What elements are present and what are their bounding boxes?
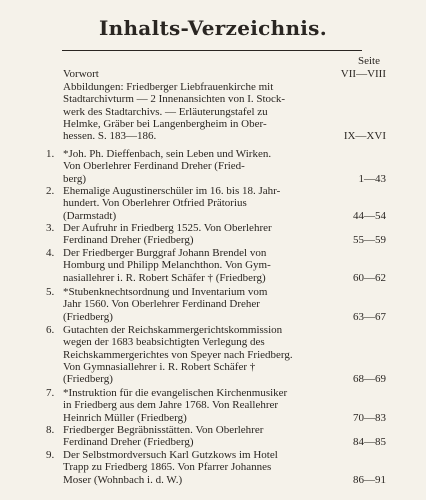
toc-entry-text — [63, 148, 333, 185]
toc-entry-line: (Darmstadt) — [63, 209, 117, 222]
toc-entry-line: Ferdinand Dreher (Friedberg) — [63, 436, 194, 449]
toc-entry — [0, 424, 426, 449]
toc-entry-line: Moser (Wohnbach i. d. W.) — [63, 473, 183, 486]
toc-entry-text — [63, 449, 333, 486]
toc-entry-pages: 84—85 — [353, 436, 386, 449]
seite-column-header: Seite — [358, 55, 380, 67]
toc-entry-number: 9. — [46, 449, 55, 461]
toc-entry-pages: 86—91 — [353, 473, 386, 486]
toc-entry-pages: VII—VIII — [340, 68, 386, 80]
toc-entry-text — [63, 81, 333, 142]
toc-entry-text — [63, 222, 333, 247]
toc-entry-number: 2. — [46, 185, 55, 197]
toc-entry — [0, 68, 426, 80]
toc-entry-line: berg) — [63, 172, 87, 185]
toc-entry-text — [63, 247, 333, 284]
toc-entry-number: 8. — [46, 424, 55, 436]
toc-entry — [0, 449, 426, 486]
toc-entry-line: in Friedberg aus dem Jahre 1768. Von Reallehrer — [63, 399, 279, 412]
toc-entry-text — [63, 324, 333, 385]
toc-entry-line: Abbildungen: Friedberger Liebfrauenkirche mit — [63, 81, 274, 93]
toc-entry-pages: 44—54 — [353, 209, 386, 222]
toc-entry-line: Trapp zu Friedberg 1865. Von Pfarrer Johannes — [63, 461, 272, 474]
toc-entry-line: Friedberger Begräbnisstätten. Von Oberlehrer — [63, 424, 264, 436]
toc-entry-line: werk des Stadtarchivs. — Erläuterungstafel zu — [63, 105, 268, 118]
toc-entry-text — [63, 68, 333, 80]
toc-entry-line: Ferdinand Dreher (Friedberg) — [63, 234, 194, 247]
toc-entry-number: 6. — [46, 324, 55, 336]
page-title: Inhalts-Verzeichnis. — [98, 16, 328, 40]
toc-entry-line: hessen. S. 183—186. — [63, 130, 157, 143]
toc-entry — [0, 148, 426, 185]
toc-entry-pages: 63—67 — [353, 310, 386, 323]
toc-entry-pages: 70—83 — [353, 411, 386, 424]
toc-entry — [0, 185, 426, 222]
toc-entry-number: 1. — [46, 148, 55, 160]
toc-entry — [0, 286, 426, 323]
toc-entry-line: Vorwort — [63, 68, 99, 80]
toc-entry-text — [63, 387, 333, 424]
toc-entry-line: Stadtarchivturm — 2 Innenansichten von I. Stock- — [63, 93, 286, 106]
toc-entry-pages: 60—62 — [353, 271, 386, 284]
toc-entry-line: Der Aufruhr in Friedberg 1525. Von Oberlehrer — [63, 222, 272, 234]
toc-entry-line: Reichskammergerichtes von Speyer nach Friedberg. — [63, 348, 293, 361]
toc-entry — [0, 387, 426, 424]
toc-entry-line: nasiallehrer i. R. Robert Schäfer † (Friedberg) — [63, 271, 266, 284]
toc-entry-line: Jahr 1560. Von Oberlehrer Ferdinand Dreher — [63, 298, 260, 311]
toc-entry-line: Ehemalige Augustinerschüler im 16. bis 18. Jahr- — [63, 185, 281, 197]
toc-entry-line: Homburg und Philipp Melanchthon. Von Gym- — [63, 259, 271, 272]
toc-entry-line: Gutachten der Reichskammergerichtskommission — [63, 324, 283, 336]
toc-entry-line: wegen der 1683 beabsichtigten Verlegung des — [63, 336, 265, 349]
toc-entry-pages: 68—69 — [353, 373, 386, 386]
toc-entry-number: 4. — [46, 247, 55, 259]
toc-entry-line: Der Friedberger Burggraf Johann Brendel von — [63, 247, 267, 259]
title-rule — [62, 50, 362, 51]
toc-entry-line: Von Oberlehrer Ferdinand Dreher (Fried- — [63, 160, 245, 173]
toc-entry-number: 7. — [46, 387, 55, 399]
toc-entry-line: *Stubenknechtsordnung und Inventarium vom — [63, 286, 268, 298]
toc-entry-line: *Instruktion für die evangelischen Kirchenmusiker — [63, 387, 288, 399]
toc-entry-pages: 1—43 — [358, 172, 386, 185]
toc-entry — [0, 324, 426, 386]
toc-entry — [0, 247, 426, 284]
toc-entry-number: 3. — [46, 222, 55, 234]
toc-entry-text — [63, 424, 333, 449]
toc-entry-line: hundert. Von Oberlehrer Otfried Prätorius — [63, 197, 247, 210]
toc-entry-line: *Joh. Ph. Dieffenbach, sein Leben und Wirken. — [63, 148, 272, 160]
toc-entry — [0, 222, 426, 247]
toc-entry — [0, 81, 426, 143]
toc-entry-line: Helmke, Gräber bei Langenbergheim in Ober- — [63, 117, 267, 130]
toc-entry-text — [63, 286, 333, 323]
toc-entry-pages: IX—XVI — [343, 130, 386, 143]
toc-entry-line: (Friedberg) — [63, 310, 113, 323]
toc-entry-line: Heinrich Müller (Friedberg) — [63, 411, 187, 424]
toc-entry-line: (Friedberg) — [63, 373, 113, 386]
toc-entry-line: Von Gymnasiallehrer i. R. Robert Schäfer † — [63, 360, 256, 373]
toc-entry-pages: 55—59 — [353, 234, 386, 247]
toc-entry-number: 5. — [46, 286, 55, 298]
toc-entry-line: Der Selbstmordversuch Karl Gutzkows im Hotel — [63, 449, 278, 461]
toc-entry-text — [63, 185, 333, 222]
